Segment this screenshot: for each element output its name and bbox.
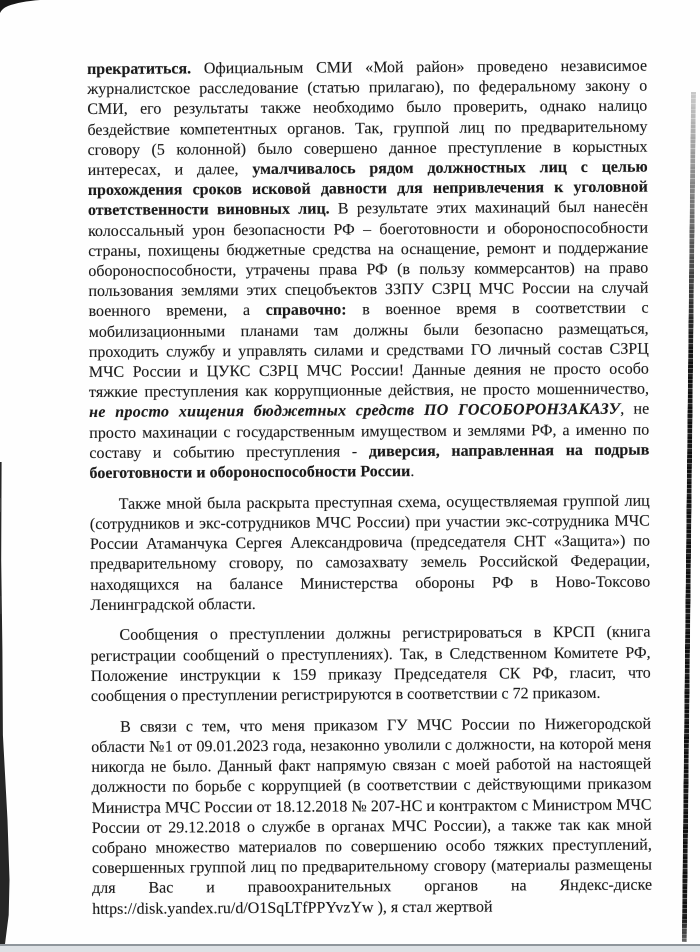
text-run: , не просто махинации с государственным имуществом и землями РФ, а именно по составу и событию преступления - bbox=[89, 401, 654, 462]
text-run: диверсия, направленная на подрыв боеготовности и обороноспособности России bbox=[89, 441, 654, 483]
yandex-disk-url: https://disk.yandex.ru/d/O1SqLTfPPYvzYw bbox=[92, 898, 374, 918]
scan-right-edge-shadow bbox=[682, 92, 696, 942]
text-run: в военное время в соответствии с мобилизационными планами там должны были безопасно размещаться, проходить службу и управлять силами и средствами ГО личный состав СЗРЦ МЧС России и ЦУКС СЗРЦ МЧС России! Данные деяния не просто особо тяжкие преступления как коррупционные действия, не просто мошенничество, bbox=[88, 299, 654, 402]
text-run: ), я стал жертвой bbox=[373, 898, 493, 916]
text-run: В результате этих махинаций был нанесён колоссальный урон безопасности РФ – боеготовности и обороноспособности страны, похищены бюджетные средства на оснащение, ремонт и поддержание обороноспособности, утрачены права РФ (в пользу коммерсантов) на право пользования землями этих спецобъектов ЗЗПУ СЗРЦ МЧС России на случай военного времени, а bbox=[87, 198, 653, 321]
scan-corner-smudge bbox=[0, 0, 60, 20]
text-run: Также мной была раскрыта преступная схема, осуществляемая группой лиц (сотрудников и экс-сотрудников МЧС России) при участии экс-сотрудника МЧС России Атаманчука Сергея Александровича (председателя СНТ «Защита») по предварительному сговору, по самозахвату земель Российской Федерации, находящихся на балансе Министерства обороны РФ в Ново-Токсово Ленинградской области. bbox=[89, 492, 655, 614]
text-run: . bbox=[410, 463, 415, 481]
text-run: прекратиться. bbox=[87, 60, 192, 78]
text-run: Официальным СМИ «Мой район» проведено независимое журналистское расследование (статью прилагаю), по федеральному закону о СМИ, его результаты также необходимо было проверить, однако налицо бездействие компетентных органов. Так, группой лиц по предварительному сговору (5 колонной) было совершено данное преступление в корыстных интересах, и далее, bbox=[87, 57, 652, 180]
paragraph bbox=[91, 714, 657, 919]
paragraph bbox=[89, 491, 655, 616]
text-run: справочно: bbox=[265, 301, 347, 320]
scan-left-edge-shadow bbox=[0, 0, 14, 952]
scan-bottom-edge bbox=[0, 944, 700, 952]
paragraph bbox=[87, 57, 654, 485]
text-run: умалчивалось рядом должностных лиц с целью прохождения сроков исковой давности для непривлечения к уголовной ответственности виновных лиц. bbox=[87, 158, 652, 220]
text-run: В связи с тем, что меня приказом ГУ МЧС России по Нижегородской области №1 от 09.01.2023 года, незаконно уволили с должности, на которой меня никогда не было. Данный факт напрямую связан с моей работой на настоящей должности по борьбе с коррупцией (в соответствии с действующими приказом Министра МЧС России от 18.12.2018 № 207-НС и контрактом с Министром МЧС России от 29.12.2018 о службе в органах МЧС России), а также так как мной собрано множество материалов по совершению особо тяжких преступлений, совершенных группой лиц по предварительному сговору (материалы размещены для Вас и правоохранительных органов на Яндекс-диске bbox=[91, 715, 657, 898]
document-text bbox=[87, 57, 657, 931]
text-run: не просто хищения бюджетных средств ПО ГОСОБОРОНЗАКАЗУ bbox=[89, 401, 621, 422]
paragraph bbox=[90, 623, 655, 707]
text-run: Сообщения о преступлении должны регистрироваться в КРСП (книга регистрации сообщений о преступлениях). Так, в Следственном Комитете РФ, Положение инструкции к 159 приказу Председателя СК РФ, гласит, что сообщения о преступлении регистрируются в соответствии с 72 приказом. bbox=[90, 624, 655, 706]
